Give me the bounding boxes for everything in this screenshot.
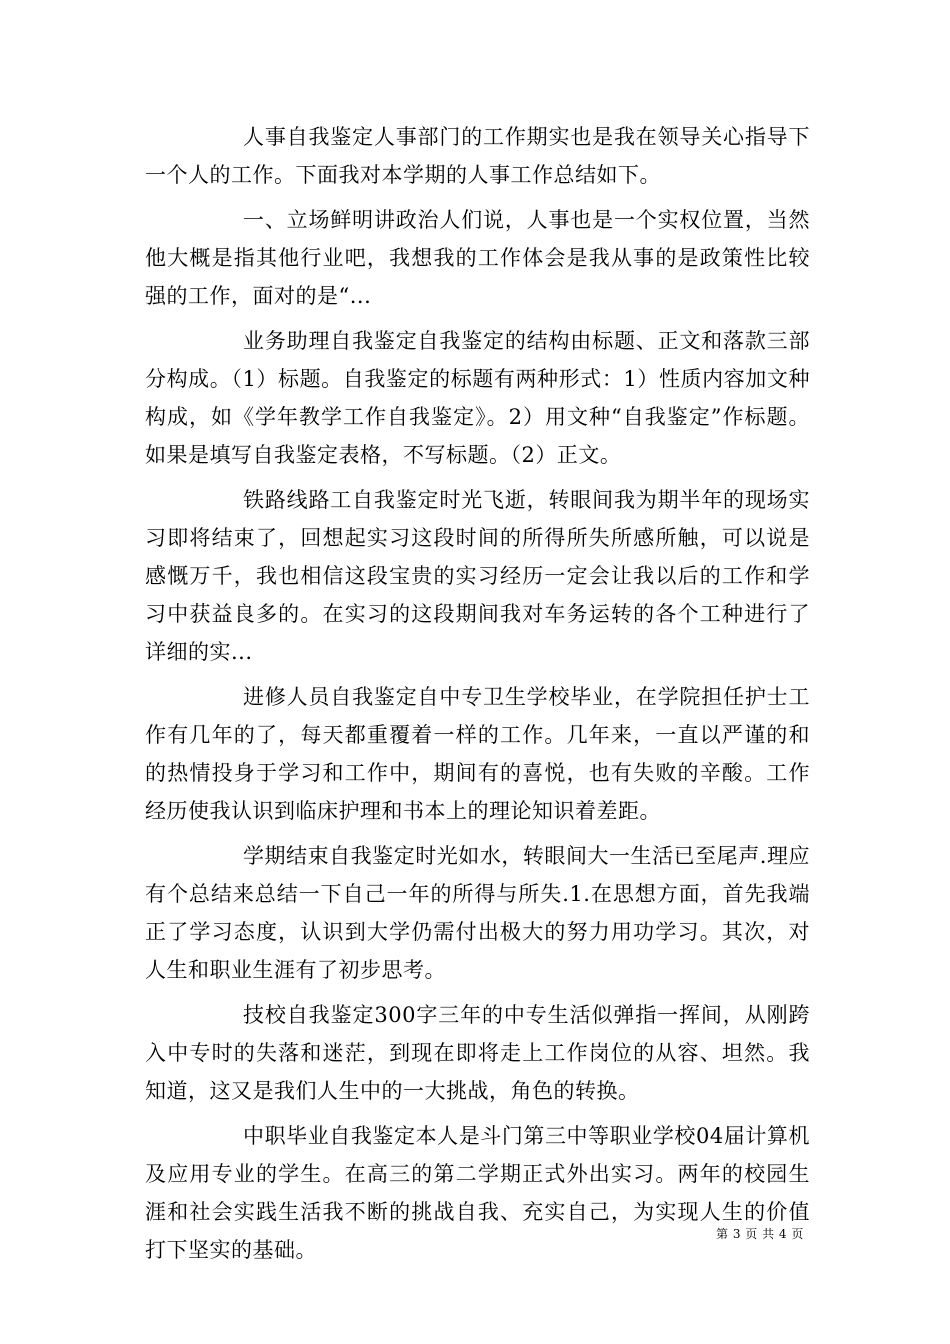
paragraph-personnel: 人事自我鉴定人事部门的工作期实也是我在领导关心指导下一个人的工作。下面我对本学期的人事工作总结如下。 <box>145 125 810 187</box>
page-number-footer: 第 3 页 共 4 页 <box>716 1227 804 1241</box>
paragraph-railway-worker: 铁路线路工自我鉴定时光飞逝，转眼间我为期半年的现场实习即将结束了，回想起实习这段时间的所得所失所感所触，可以说是感慨万千，我也相信这段宝贵的实习经历一定会让我以后的工作和学习中获益良多的。在实习的这段期间我对车务运转的各个工种进行了详细的实... <box>145 488 810 664</box>
paragraph-business-assistant: 业务助理自我鉴定自我鉴定的结构由标题、正文和落款三部分构成。（1）标题。自我鉴定的标题有两种形式：1）性质内容加文种构成，如《学年教学工作自我鉴定》。2）用文种“自我鉴定”作标题。如果是填写自我鉴定表格，不写标题。（2）正文。 <box>145 329 810 467</box>
paragraph-political-stance: 一、立场鲜明讲政治人们说，人事也是一个实权位置，当然他大概是指其他行业吧，我想我的工作体会是我从事的是政策性比较强的工作，面对的是“... <box>145 208 810 308</box>
paragraph-advanced-study: 进修人员自我鉴定自中专卫生学校毕业，在学院担任护士工作有几年的了，每天都重覆着一样的工作。几年来，一直以严谨的和的热情投身于学习和工作中，期间有的喜悦，也有失败的辛酸。工作经历使我认识到临床护理和书本上的理论知识着差距。 <box>145 685 810 823</box>
document-body <box>145 118 810 1276</box>
paragraph-technical-school: 技校自我鉴定300字三年的中专生活似弹指一挥间，从刚跨入中专时的失落和迷茫，到现在即将走上工作岗位的从容、坦然。我知道，这又是我们人生中的一大挑战，角色的转换。 <box>145 1003 810 1103</box>
paragraph-semester-end: 学期结束自我鉴定时光如水，转眼间大一生活已至尾声.理应有个总结来总结一下自己一年的所得与所失.1.在思想方面，首先我端正了学习态度，认识到大学仍需付出极大的努力用功学习。其次，对人生和职业生涯有了初步思考。 <box>145 844 810 982</box>
paragraph-vocational-graduate: 中职毕业自我鉴定本人是斗门第三中等职业学校04届计算机及应用专业的学生。在高三的第二学期正式外出实习。两年的校园生涯和社会实践生活我不断的挑战自我、充实自己，为实现人生的价值打下坚实的基础。 <box>145 1124 810 1262</box>
